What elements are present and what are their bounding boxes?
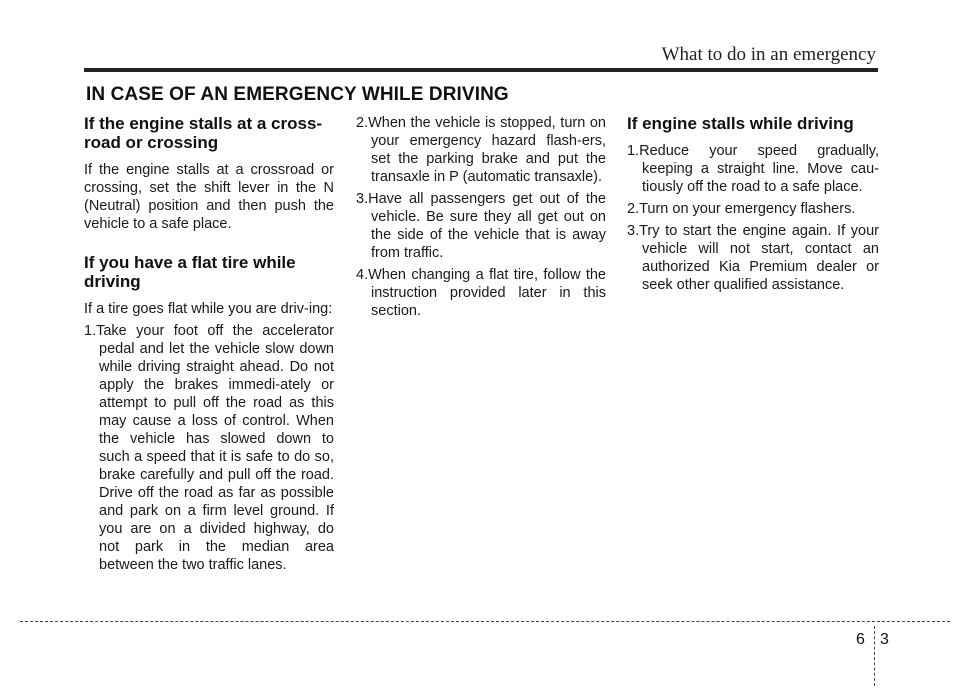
- paragraph-stall-crossroad: If the engine stalls at a crossroad or crossing, set the shift lever in the N (Neutral) position and then push the vehicle to a safe place.: [84, 162, 334, 232]
- flat-tire-step-2: 2.When the vehicle is stopped, turn on your emergency hazard flash-ers, set the parking brake and put the transaxle in P (automatic transaxle).: [356, 115, 606, 185]
- page-number-divider: [874, 626, 875, 686]
- running-header-title: What to do in an emergency: [661, 44, 876, 65]
- column-1: [84, 114, 334, 578]
- header-rule: [84, 68, 878, 72]
- flat-tire-step-3: 3.Have all passengers get out of the vehicle. Be sure they all get out on the side of the vehicle that is away from traffic.: [356, 191, 606, 261]
- column-3: [627, 114, 879, 298]
- page-number: 3: [880, 631, 889, 648]
- heading-flat-tire: If you have a flat tire while driving: [84, 253, 296, 291]
- flat-tire-step-1: 1.Take your foot off the accelerator pedal and let the vehicle slow down while driving straight ahead. Do not apply the brakes immedi-ately or attempt to pull off the road as this may cause a loss of control. When the vehicle has slowed down to such a speed that it is safe to do so, brake carefully and pull off the road. Drive off the road as far as possible and park on a firm level ground. If you are on a divided highway, do not park in the median area between the two traffic lanes.: [84, 323, 334, 573]
- heading-stall-crossroad: If the engine stalls at a cross-road or crossing: [84, 114, 323, 152]
- stall-driving-step-1: 1.Reduce your speed gradually, keeping a straight line. Move cau-tiously off the road to a safe place.: [627, 143, 879, 195]
- column-2: [356, 114, 606, 324]
- flat-tire-step-4: 4.When changing a flat tire, follow the instruction provided later in this section.: [356, 267, 606, 319]
- chapter-number: 6: [856, 631, 865, 648]
- heading-stall-driving: If engine stalls while driving: [627, 114, 854, 133]
- stall-driving-step-3: 3.Try to start the engine again. If your vehicle will not start, contact an authorized Kia Premium dealer or seek other qualified assistance.: [627, 223, 879, 293]
- footer-rule: [20, 621, 950, 622]
- paragraph-flat-tire-intro: If a tire goes flat while you are driv-ing:: [84, 301, 333, 317]
- stall-driving-step-2: 2.Turn on your emergency flashers.: [627, 201, 856, 217]
- section-title: IN CASE OF AN EMERGENCY WHILE DRIVING: [86, 84, 509, 105]
